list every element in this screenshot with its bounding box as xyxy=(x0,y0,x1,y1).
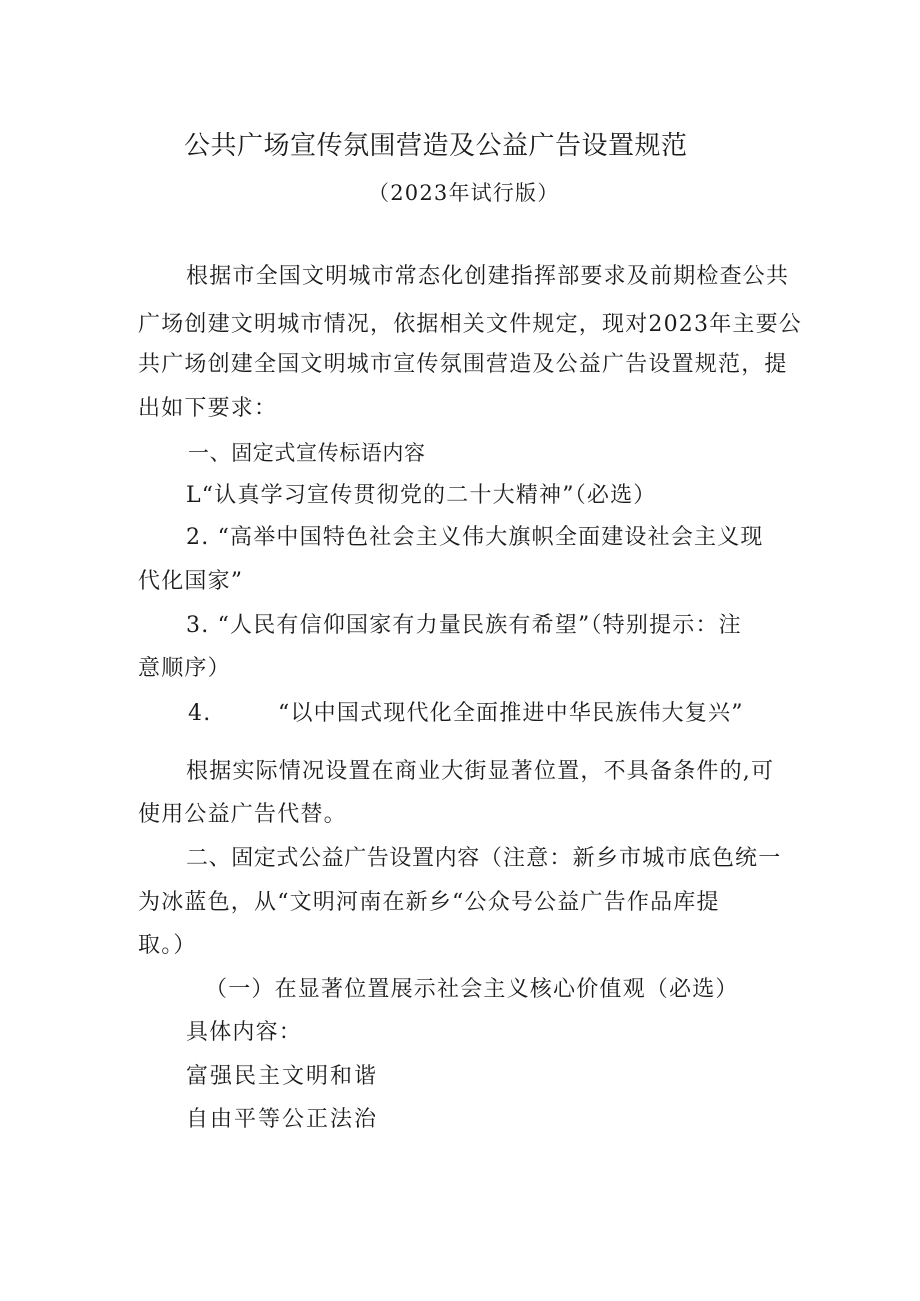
slogan-item-3-continued: 意顺序） xyxy=(138,656,231,681)
slogan-item-4-number: 4. xyxy=(188,701,212,726)
section1-note-line-1: 根据实际情况设置在商业大街显著位置，不具备条件的,可 xyxy=(186,759,775,784)
section2-heading: 二、固定式公益广告设置内容 xyxy=(186,846,480,871)
core-values-line-2: 自由平等公正法治 xyxy=(186,1107,379,1132)
document-subtitle: （2023年试行版） xyxy=(368,181,560,205)
slogan-item-1: L“认真学习宣传贯彻党的二十大精神”（必选） xyxy=(186,483,657,508)
intro-line-4: 出如下要求： xyxy=(138,396,278,421)
intro-line-3: 共广场创建全国文明城市宣传氛围营造及公益广告设置规范，提 xyxy=(138,352,788,377)
intro-line-2: 广场创建文明城市情况，依据相关文件规定，现对2023年主要公 xyxy=(138,312,802,337)
slogan-item-4-text: “以中国式现代化全面推进中华民族伟大复兴” xyxy=(278,701,744,726)
slogan-item-3: 3. “人民有信仰国家有力量民族有希望”（特别提示：注 xyxy=(186,613,742,638)
section1-heading: 一、固定式宣传标语内容 xyxy=(188,441,426,465)
intro-line-1: 根据市全国文明城市常态化创建指挥部要求及前期检查公共 xyxy=(186,264,790,289)
section2-note-line-2: 取。） xyxy=(138,933,197,958)
section2-note-line-1: 为冰蓝色，从“文明河南在新乡“公众号公益广告作品库提 xyxy=(138,890,720,915)
slogan-item-2: 2. “高举中国特色社会主义伟大旗帜全面建设社会主义现 xyxy=(186,525,764,550)
document-title: 公共广场宣传氛围营造及公益广告设置规范 xyxy=(184,131,688,161)
section2-heading-row xyxy=(186,844,781,874)
subsection-1-heading: （一）在显著位置展示社会主义核心价值观（必选） xyxy=(205,977,739,1002)
section1-note-line-2: 使用公益广告代替。 xyxy=(138,802,347,827)
content-label: 具体内容： xyxy=(186,1020,303,1045)
core-values-line-1: 富强民主文明和谐 xyxy=(186,1064,379,1089)
section2-heading-note: （注意：新乡市城市底色统一 xyxy=(479,846,782,871)
slogan-item-2-continued: 代化国家” xyxy=(138,569,244,594)
